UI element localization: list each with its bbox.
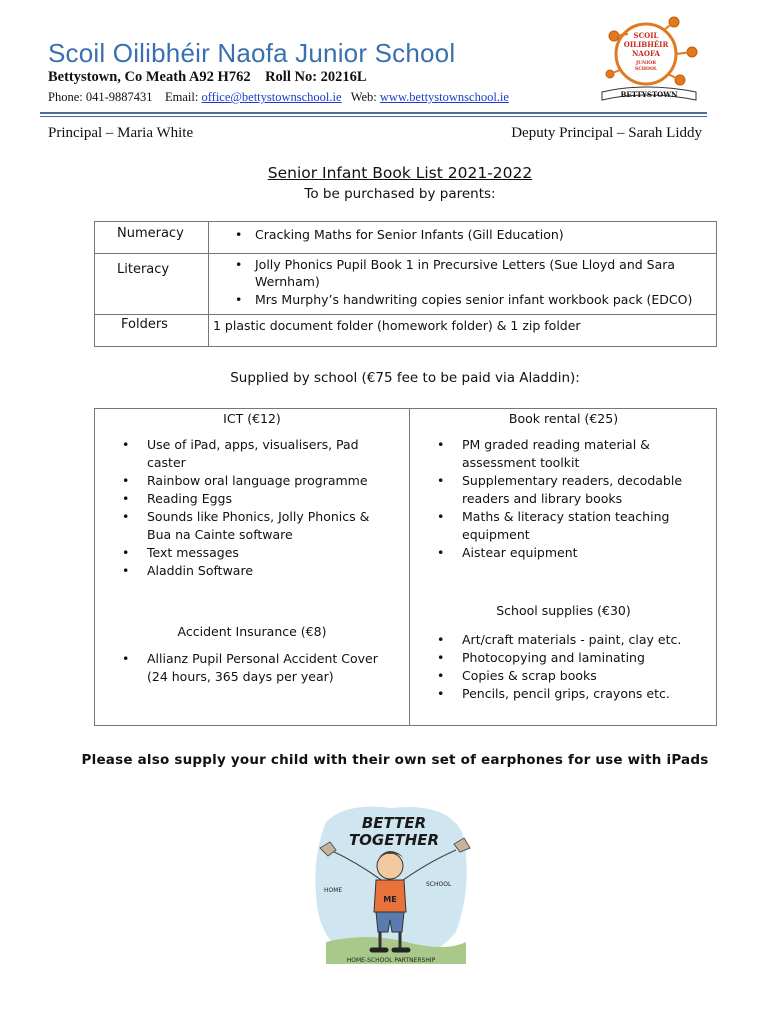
supplied-heading: Supplied by school (€75 fee to be paid via Aladdin):: [230, 370, 580, 386]
table-row: [95, 315, 717, 347]
list-item: • Copies & scrap books: [410, 667, 710, 685]
ict-list: [95, 436, 391, 580]
logo-banner-text: BETTYSTOWN: [620, 90, 678, 99]
illustration-title-1: BETTER: [361, 814, 427, 832]
document-subtitle: To be purchased by parents:: [304, 186, 496, 202]
illustration-title-2: TOGETHER: [348, 831, 440, 849]
web-link[interactable]: www.bettystownschool.ie: [379, 90, 509, 104]
logo-text-1: SCOIL: [633, 31, 659, 40]
better-together-illustration: [306, 792, 476, 974]
shirt-label: ME: [383, 895, 397, 904]
list-item: • Maths & literacy station teaching equipment: [410, 508, 690, 544]
list-item: • Allianz Pupil Personal Accident Cover (24 hours, 365 days per year): [95, 650, 395, 686]
logo-text-5: SCHOOL: [634, 67, 658, 72]
school-name: Scoil Oilibhéir Naofa Junior School: [48, 38, 456, 68]
list-item: • Cracking Maths for Senior Infants (Gill Education): [209, 226, 710, 243]
list-item: • Sounds like Phonics, Jolly Phonics & Bua na Cainte software: [95, 508, 391, 544]
contact-line: [48, 90, 509, 105]
book-rental-heading: Book rental (€25): [508, 411, 619, 426]
list-item: • Text messages: [95, 544, 391, 562]
row-label: Numeracy: [95, 222, 209, 254]
school-supplies-heading: School supplies (€30): [496, 603, 631, 618]
web-label: Web:: [350, 90, 377, 104]
purchase-table: [94, 221, 717, 347]
school-label: SCHOOL: [426, 881, 452, 888]
child-head: [377, 853, 403, 879]
list-item: • Aladdin Software: [95, 562, 391, 580]
principal-name: Principal – Maria White: [48, 125, 194, 141]
list-item: • Aistear equipment: [410, 544, 690, 562]
row-value: [209, 254, 717, 315]
earphones-note: Please also supply your child with their own set of earphones for use with iPads: [81, 752, 709, 768]
list-item: • Supplementary readers, decodable readers and library books: [410, 472, 690, 508]
insurance-list: [95, 650, 395, 686]
list-item: • Jolly Phonics Pupil Book 1 in Precursive Letters (Sue Lloyd and Sara Wernham): [209, 256, 710, 290]
table-row: [95, 254, 717, 315]
folders-text: 1 plastic document folder (homework folder) & 1 zip folder: [213, 318, 581, 333]
header-rule: [40, 112, 707, 114]
row-label: Literacy: [95, 254, 209, 315]
email-link[interactable]: office@bettystownschool.ie: [201, 90, 342, 104]
email-label: Email:: [165, 90, 199, 104]
row-label: Folders: [95, 315, 209, 347]
school-logo: [594, 14, 704, 102]
deputy-principal-name: Deputy Principal – Sarah Liddy: [511, 125, 702, 141]
row-value: [209, 315, 717, 347]
supplied-box: [94, 408, 717, 726]
list-item: • Photocopying and laminating: [410, 649, 710, 667]
document-title: Senior Infant Book List 2021-2022: [267, 164, 533, 182]
list-item: • Rainbow oral language programme: [95, 472, 391, 490]
school-address: Bettystown, Co Meath A92 H762 Roll No: 20216L: [48, 69, 367, 85]
logo-text-3: NAOFA: [632, 49, 660, 58]
header-rule-thin: [40, 116, 707, 117]
ict-heading: ICT (€12): [223, 411, 281, 426]
list-item: • Mrs Murphy’s handwriting copies senior infant workbook pack (EDCO): [209, 291, 710, 308]
list-item: • PM graded reading material & assessment toolkit: [410, 436, 690, 472]
home-label: HOME: [324, 887, 343, 894]
list-item: • Use of iPad, apps, visualisers, Pad caster: [95, 436, 391, 472]
phone-text: Phone: 041-9887431: [48, 90, 153, 104]
book-rental-list: [410, 436, 690, 562]
list-item: • Pencils, pencil grips, crayons etc.: [410, 685, 710, 703]
logo-text-4: JUNIOR: [636, 61, 656, 66]
list-item: • Art/craft materials - paint, clay etc.: [410, 631, 710, 649]
illustration-caption: HOME-SCHOOL PARTNERSHIP: [346, 957, 436, 964]
list-item: • Reading Eggs: [95, 490, 391, 508]
row-value: [209, 222, 717, 254]
school-supplies-list: [410, 631, 710, 703]
logo-text-2: OILIBHÉIR: [623, 40, 669, 49]
table-row: [95, 222, 717, 254]
logo-dot: [606, 70, 614, 78]
insurance-heading: Accident Insurance (€8): [177, 624, 327, 639]
